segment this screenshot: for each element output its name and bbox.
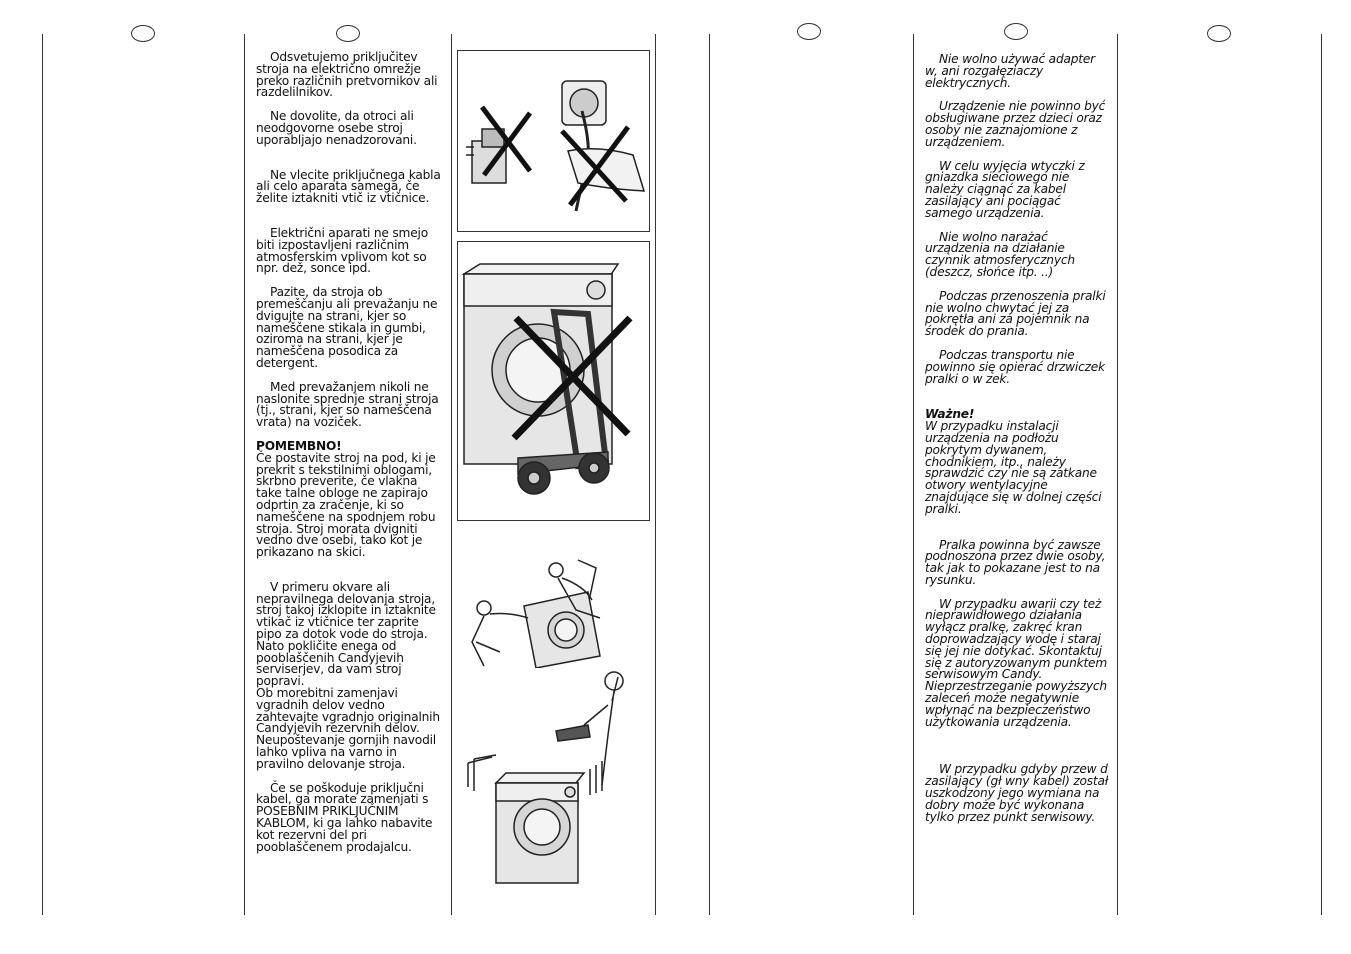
two-person-lift-icon <box>472 560 600 668</box>
illustration-lift <box>460 556 650 668</box>
language-marker <box>797 23 821 40</box>
paragraph: W przypadku awarii czy też nieprawidłowego działania wyłącz pralkę, zakręć kran doprowadzający wodę i staraj się jej nie dotykać. Skontaktuj się z autoryzowanym punktem serwisowym Candy. Nieprzestrzeganie powyższych zaleceń może negatywnie wpłynąć na bezpieczeństwo użytkowania urządzenia. <box>925 596 1107 729</box>
important-heading: POMEMBNO! <box>256 438 342 453</box>
illustration-plug-box <box>457 50 650 232</box>
paragraph: Podczas przenoszenia pralki nie wolno chwytać jej za pokrętła ani za pojemnik na środek do prania. <box>925 288 1106 339</box>
washer-trolley-crossed-icon <box>464 264 630 494</box>
illustration-service <box>466 665 656 890</box>
column-rule <box>42 34 43 915</box>
paragraph: Ne vlecite priključnega kabla ali celo aparata samega, če želite iztakniti vtič iz vtičnice. <box>256 167 441 206</box>
column-rule <box>1117 34 1118 915</box>
paragraph: W celu wyjęcia wtyczki z gniazdka sieciowego nie należy ciągnąć za kabel zasilający ani pociągać samego urządzenia. <box>925 158 1085 220</box>
paragraph: Neupoštevanje gornjih navodil lahko vpliva na varno in pravilno delovanje stroja. <box>256 733 436 771</box>
important-heading: Ważne! <box>925 407 975 422</box>
paragraph: Nie wolno używać adapter w, ani rozgałęziaczy elektrycznych. <box>925 52 1095 90</box>
paragraph: Pazite, da stroja ob premeščanju ali prevažanju ne dvigujte na strani, kjer so nameščene stikala in gumbi, oziroma na strani, kjer je nameščena posodica za detergent. <box>256 285 438 370</box>
language-marker <box>1207 25 1231 42</box>
column-rule <box>709 34 710 915</box>
paragraph: Ne dovolite, da otroci ali neodgovorne osebe stroj uporabljajo nenadzorovani. <box>256 109 417 147</box>
language-marker <box>1004 23 1028 40</box>
paragraph: W przypadku gdyby przew d zasilający (gł wny kabel) został uszkodzony jego wymiana na dobry może być wykonana tylko przez punkt serwisowy. <box>925 762 1109 824</box>
language-marker <box>131 25 155 42</box>
column-rule <box>244 34 245 915</box>
paragraph: Ob morebitni zamenjavi vgradnih delov vedno zahtevajte vgradnjo originalnih Candyjevih rezervnih delov. <box>256 686 440 736</box>
paragraph: W przypadku instalacji urządzenia na podłożu pokrytym dywanem, chodnikiem, itp., należy sprawdzić czy nie są zatkane otwory wentylacyjne znajdujące się w dolnej części pralki. <box>925 419 1102 516</box>
column-rule <box>1321 34 1322 915</box>
language-marker <box>336 25 360 42</box>
paragraph: V primeru okvare ali nepravilnega delovanja stroja, stroj takoj izklopite in iztaknite vtikač iz vtičnice ter zaprite pipo za dotok vode do stroja. Nato pokličite enega od pooblaščenih Candyjevih serviserjev, da vam stroj popravi. <box>256 579 436 689</box>
column-rule <box>451 34 452 915</box>
paragraph: Med prevažanjem nikoli ne naslonite sprednje strani stroja (tj., strani, kjer so nameščena vrata) na voziček. <box>256 379 439 430</box>
slovenian-column <box>256 52 442 853</box>
paragraph: Pralka powinna być zawsze podnoszona przez dwie osoby, tak jak to pokazane jest to na rysunku. <box>925 537 1106 587</box>
paragraph: Podczas transportu nie powinno się opierać drzwiczek pralki o w zek. <box>925 347 1105 386</box>
paragraph: Nie wolno narażać urządzenia na działanie czynnik atmosferycznych (deszcz, słońce itp. ..) <box>925 229 1075 279</box>
pull-plug-crossed-icon <box>562 81 644 211</box>
illustration-trolley-box <box>457 241 650 521</box>
paragraph: Če se poškoduje priključni kabel, ga morate zamenjati s POSEBNIM PRIKLJUČNIM KABLOM, ki ga lahko nabavite kot rezervni del pri pooblaščenem prodajalcu. <box>256 780 433 854</box>
paragraph: Če postavite stroj na pod, ki je prekrit s tekstilnimi oblogami, skrbno preverite, če vlakna take talne obloge ne zapirajo odprtin za zračenje, ki so nameščene na spodnjem robu stroja. Stroj morata dvigniti vedno dve osebi, tako kot je prikazano na skici. <box>256 450 436 560</box>
service-call-icon <box>468 672 623 883</box>
column-rule <box>913 34 914 915</box>
paragraph: Električni aparati ne smejo biti izpostavljeni različnim atmosferskim vplivom kot so npr. dež, sonce ipd. <box>256 225 428 276</box>
paragraph: Urządzenie nie powinno być obsługiwane przez dzieci oraz osoby nie zaznajomione z urządzeniem. <box>925 99 1106 149</box>
paragraph: Odsvetujemo priključitev stroja na električno omrežje preko različnih pretvornikov ali razdelilnikov. <box>256 50 438 100</box>
polish-column <box>925 54 1111 823</box>
plug-adapter-crossed-icon <box>466 107 530 183</box>
